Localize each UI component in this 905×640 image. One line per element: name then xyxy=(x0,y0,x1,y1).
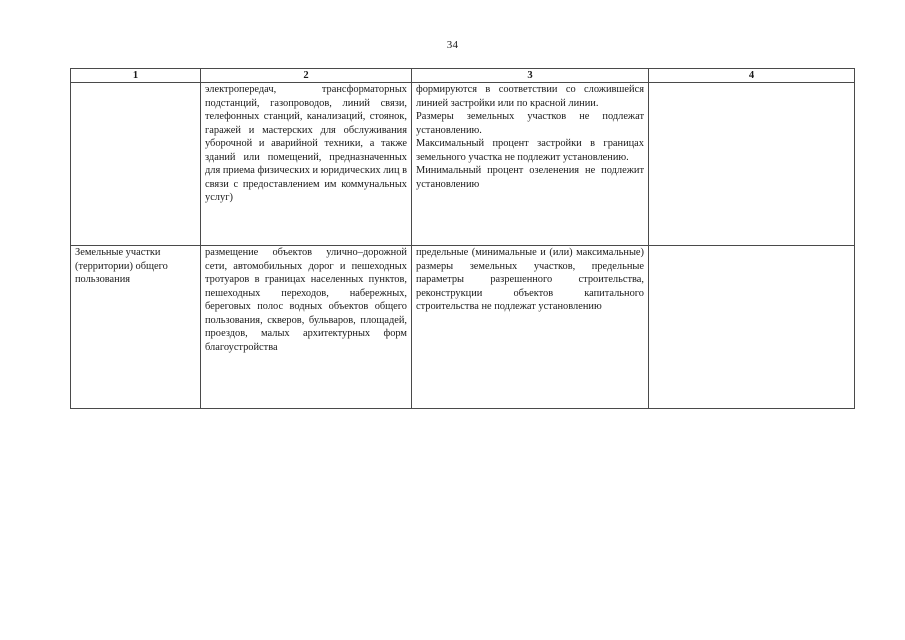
paragraph: предельные (минимальные и (или) максимальные) размеры земельных участков, предельные параметры разрешенного строительства, реконструкции объектов капитального строительства не подлежат установлению xyxy=(416,247,644,312)
column-header-4: 4 xyxy=(649,69,855,83)
cell-notes xyxy=(649,83,855,246)
cell-parameters xyxy=(412,246,649,409)
regulations-table xyxy=(70,68,855,409)
paragraph: Минимальный процент озеленения не подлежит установлению xyxy=(416,165,644,190)
paragraph: Размеры земельных участков не подлежат установлению. xyxy=(416,111,644,136)
column-header-1: 1 xyxy=(71,69,201,83)
cell-permitted-use: размещение объектов улично–дорожной сети, автомобильных дорог и пешеходных тротуаров в границах населенных пунктов, пешеходных переходов, набережных, береговых полос водных объектов общего пользования, скверов, бульваров, площадей, проездов, малых архитектурных форм благоустройства xyxy=(201,246,412,409)
page-number: 34 xyxy=(446,39,459,51)
table-row xyxy=(71,246,855,409)
paragraph: формируются в соответствии со сложившейся линией застройки или по красной линии. xyxy=(416,84,644,109)
table-row xyxy=(71,83,855,246)
cell-notes xyxy=(649,246,855,409)
cell-parameters xyxy=(412,83,649,246)
paragraph: Максимальный процент застройки в границах земельного участка не подлежит установлению. xyxy=(416,138,644,163)
table-header-row xyxy=(71,69,855,83)
column-header-2: 2 xyxy=(201,69,412,83)
cell-land-type xyxy=(71,83,201,246)
cell-land-type: Земельные участки (территории) общего пользования xyxy=(71,246,201,409)
cell-permitted-use: электропередач, трансформаторных подстанций, газопроводов, линий связи, телефонных станций, канализаций, стоянок, гаражей и мастерских для обслуживания уборочной и аварийной техники, а также зданий или помещений, предназначенных для приема физических и юридических лиц в связи с предоставлением им коммунальных услуг) xyxy=(201,83,412,246)
column-header-3: 3 xyxy=(412,69,649,83)
